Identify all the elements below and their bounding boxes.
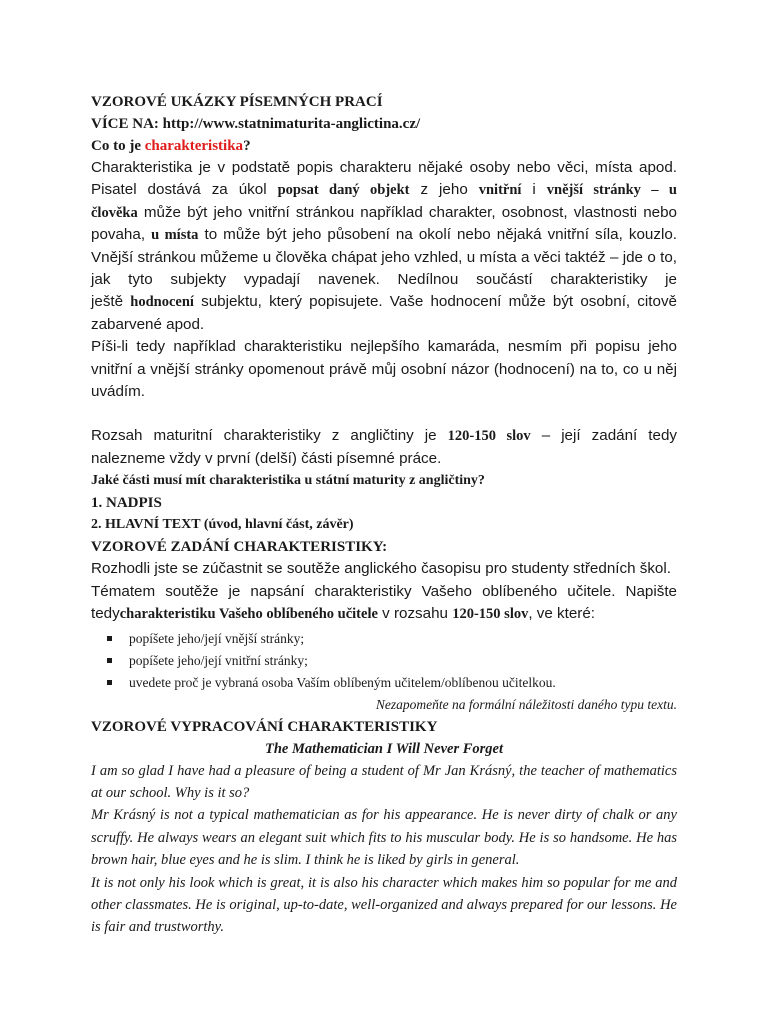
parts-question: Jaké části musí mít charakteristika u státní maturity z angličtiny? (91, 473, 485, 489)
sample-title: The Mathematician I Will Never Forget (264, 740, 504, 757)
assignment-bullet-list (91, 628, 677, 694)
assignment-line-2: Tématem soutěže je napsání charakteristiky Vašeho oblíbeného učitele. Napište (91, 582, 677, 600)
intro-line-8: zabarvené apod. (91, 315, 205, 333)
sample-heading: VZOROVÉ VYPRACOVÁNÍ CHARAKTERISTIKY (91, 718, 438, 735)
intro-line-6: jak tyto subjekty vypadají navenek. Nedílnou součástí charakteristiky je (91, 271, 677, 289)
intro-line-3: člověka může být jeho vnitřní stránkou například charakter, osobnost, vlastnosti nebo (91, 203, 677, 221)
intro-line-7: ještě hodnocení subjektu, který popisujete. Vaše hodnocení může být osobní, citově (91, 293, 677, 311)
sample-paragraph-3: It is not only his look which is great, it is also his character which makes him so popular for me and other classmates. He is original, up-to-date, well-organized and always prepared for our lessons. He is fair and trustworthy. (91, 874, 677, 936)
document-title: VZOROVÉ UKÁZKY PÍSEMNÝCH PRACÍ (91, 94, 383, 110)
list-item: popíšete jeho/její vnitřní stránky; (91, 650, 677, 672)
assignment-line-3: tedycharakteristiku Vašeho oblíbeného učitele v rozsahu 120-150 slov, ve které: (91, 605, 596, 623)
range-paragraph: Rozsah maturitní charakteristiky z angličtiny je 120-150 slov – její zadání tedy nalezneme vždy v první (delší) části písemné práce. (91, 427, 678, 467)
intro-line-2: Pisatel dostává za úkol popsat daný objekt z jeho vnitřní i vnější stránky – u (91, 181, 677, 199)
intro-paragraph-2: Píši-li tedy například charakteristiku nejlepšího kamaráda, nesmím při popisu jeho vnitřní a vnější stránky opomenout právě můj osobní názor (hodnocení) na to, co u něj uvádím. (91, 338, 677, 401)
sample-paragraph-1: I am so glad I have had a pleasure of being a student of Mr Jan Krásný, the teacher of mathematics at our school. Why is it so? (91, 762, 677, 801)
question-what-is (91, 135, 677, 157)
assignment-heading: VZOROVÉ ZADÁNÍ CHARAKTERISTIKY: (91, 539, 388, 556)
question-suffix: ? (243, 138, 251, 154)
bullet-square-icon (107, 680, 112, 685)
sample-paragraph-2: Mr Krásný is not a typical mathematician as for his appearance. He is never dirty of chalk or any scruffy. He always wears an elegant suit which fits to his muscular body. He is so handsome. He has brown hair, blue eyes and he is slim. I think he is liked by girls in general. (91, 807, 677, 869)
intro-line-4: povaha, u místa to může být jeho působení na okolí nebo nějaká vnitřní síla, kouzlo. (91, 226, 677, 244)
parts-item-2: 2. HLAVNÍ TEXT (úvod, hlavní část, závěr) (91, 517, 354, 533)
intro-paragraph (91, 157, 677, 403)
document-page (91, 91, 677, 939)
assignment-line-1: Rozhodli jste se zúčastnit se soutěže anglického časopisu pro studenty středních škol. (91, 560, 671, 578)
more-info-link[interactable]: VÍCE NA: http://www.statnimaturita-anglictina.cz/ (91, 116, 421, 132)
intro-line-5: Vnější stránkou můžeme u člověka chápat jeho vzhled, u místa a věci taktéž – jde o to, (91, 248, 677, 266)
intro-line-1: Charakteristika je v podstatě popis charakteru nějaké osoby nebo věci, místa apod. (91, 159, 677, 176)
list-item: popíšete jeho/její vnější stránky; (91, 628, 677, 650)
bullet-square-icon (107, 636, 112, 641)
assignment-note: Nezapomeňte na formální náležitosti daného typu textu. (375, 696, 677, 712)
list-item: uvedete proč je vybraná osoba Vaším oblíbeným učitelem/oblíbenou učitelkou. (91, 672, 677, 694)
bullet-square-icon (107, 658, 112, 663)
question-prefix: Co to je (91, 138, 145, 154)
parts-item-1: 1. NADPIS (91, 495, 162, 512)
question-highlight: charakteristika (144, 138, 244, 154)
